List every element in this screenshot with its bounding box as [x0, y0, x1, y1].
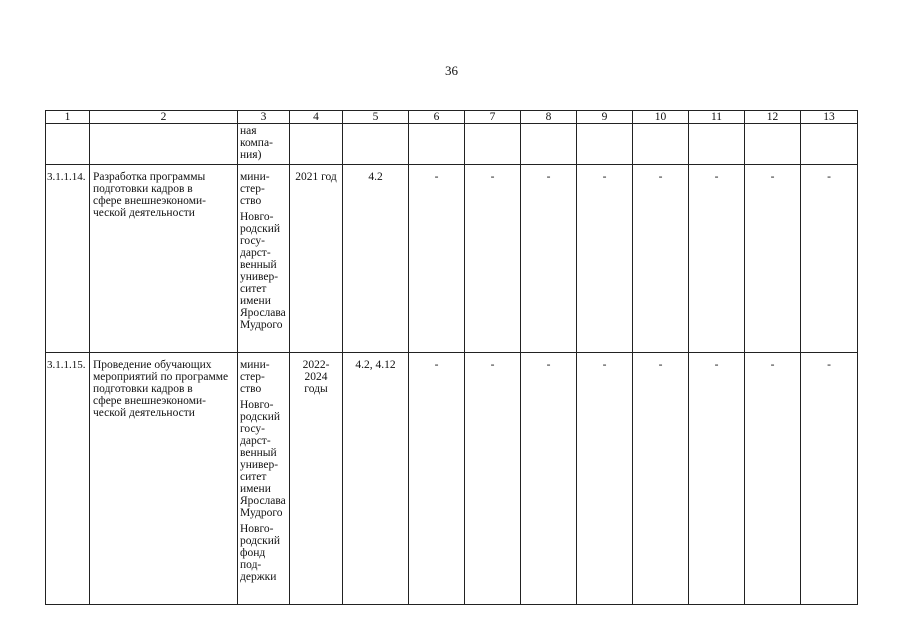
value-cell: -	[521, 165, 577, 353]
cell-line: ческой деятельности	[93, 407, 195, 419]
plan-table	[45, 110, 858, 605]
cell-line: ния)	[240, 149, 262, 161]
cell-line: ческой деятельности	[93, 207, 195, 219]
column-number-row	[46, 111, 858, 124]
cell-line: ситет	[240, 471, 267, 483]
cell-line: под-	[240, 559, 262, 571]
cell-line: дарст-	[240, 247, 271, 259]
column-number: 3	[238, 111, 290, 124]
cell-line: фонд	[240, 547, 266, 559]
cell-line: госу-	[240, 423, 265, 435]
executor	[240, 399, 287, 519]
cell-line: мини-	[240, 171, 270, 183]
executor	[240, 211, 287, 331]
value-cell: -	[409, 165, 465, 353]
term-cell	[290, 165, 343, 353]
indicator-cell: 4.2, 4.12	[343, 353, 409, 605]
cell-line: стер-	[240, 371, 265, 383]
cell-empty	[633, 124, 689, 165]
cell-line: компа-	[240, 137, 273, 149]
value-cell: -	[745, 165, 801, 353]
value-cell: -	[801, 353, 858, 605]
column-number: 4	[290, 111, 343, 124]
column-number: 7	[465, 111, 521, 124]
cell-line: дарст-	[240, 435, 271, 447]
item-name	[90, 353, 238, 605]
cell-line: ная	[240, 125, 257, 137]
cell-empty	[521, 124, 577, 165]
executor	[240, 171, 287, 207]
column-number: 8	[521, 111, 577, 124]
cell-line: ситет	[240, 283, 267, 295]
item-number: 3.1.1.15.	[46, 353, 90, 605]
cell-line: 2024	[304, 371, 328, 383]
cell-line: Ярослава	[240, 307, 286, 319]
cell-line: универ-	[240, 271, 279, 283]
indicator-cell: 4.2	[343, 165, 409, 353]
cell-line: держки	[240, 571, 277, 583]
cell-empty	[577, 124, 633, 165]
cell-empty	[290, 124, 343, 165]
executor	[240, 523, 287, 583]
cell-line: госу-	[240, 235, 265, 247]
cell-line: ство	[240, 383, 262, 395]
cell-line: годы	[304, 383, 328, 395]
value-cell: -	[689, 353, 745, 605]
cell-line: имени	[240, 483, 271, 495]
cell-line: венный	[240, 447, 277, 459]
term-cell	[290, 353, 343, 605]
column-number: 5	[343, 111, 409, 124]
cell-line: подготовки кадров в	[93, 183, 193, 195]
value-cell: -	[465, 353, 521, 605]
cell-empty	[801, 124, 858, 165]
column-number: 2	[90, 111, 238, 124]
cell-line: Мудрого	[240, 319, 283, 331]
cell-line: сфере внешнеэкономи-	[93, 195, 206, 207]
cell-line: подготовки кадров в	[93, 383, 193, 395]
cell-line: имени	[240, 295, 271, 307]
value-cell: -	[577, 165, 633, 353]
cell-line: 2022-	[302, 359, 330, 371]
executor	[240, 359, 287, 395]
cell-line: родский	[240, 223, 281, 235]
item-number: 3.1.1.14.	[46, 165, 90, 353]
cell-line: Мудрого	[240, 507, 283, 519]
cell-empty	[745, 124, 801, 165]
cell-line: родский	[240, 535, 281, 547]
cell-line: Новго-	[240, 211, 274, 223]
value-cell: -	[633, 165, 689, 353]
executor-cell	[238, 353, 290, 605]
cell-line: универ-	[240, 459, 279, 471]
column-number: 9	[577, 111, 633, 124]
cell-line: ство	[240, 195, 262, 207]
continuation-row	[46, 124, 858, 165]
cell-line: сфере внешнеэкономи-	[93, 395, 206, 407]
value-cell: -	[745, 353, 801, 605]
value-cell: -	[689, 165, 745, 353]
value-cell: -	[409, 353, 465, 605]
column-number: 12	[745, 111, 801, 124]
value-cell: -	[633, 353, 689, 605]
value-cell: -	[577, 353, 633, 605]
cell-empty	[46, 124, 90, 165]
cell-line: венный	[240, 259, 277, 271]
table-row	[46, 353, 858, 605]
cell-empty	[465, 124, 521, 165]
item-name	[90, 165, 238, 353]
cell-line: Новго-	[240, 399, 274, 411]
value-cell: -	[521, 353, 577, 605]
column-number: 13	[801, 111, 858, 124]
column-number: 10	[633, 111, 689, 124]
table-row	[46, 165, 858, 353]
cell-line: мероприятий по программе	[93, 371, 229, 383]
value-cell: -	[465, 165, 521, 353]
cell-line: Ярослава	[240, 495, 286, 507]
cell-line: 2021 год	[295, 171, 337, 183]
cell-empty	[409, 124, 465, 165]
executor-cell	[238, 165, 290, 353]
cell-empty	[343, 124, 409, 165]
cell-line: родский	[240, 411, 281, 423]
cell-line: стер-	[240, 183, 265, 195]
cell-line: Новго-	[240, 523, 274, 535]
column-number: 6	[409, 111, 465, 124]
column-number: 1	[46, 111, 90, 124]
cell-line: Проведение обучающих	[93, 359, 212, 371]
cell-empty	[689, 124, 745, 165]
column-number: 11	[689, 111, 745, 124]
page-number: 36	[445, 63, 458, 78]
cell-line: Разработка программы	[93, 171, 206, 183]
executor-continuation-cell	[238, 124, 290, 165]
value-cell: -	[801, 165, 858, 353]
cell-line: мини-	[240, 359, 270, 371]
cell-empty	[90, 124, 238, 165]
